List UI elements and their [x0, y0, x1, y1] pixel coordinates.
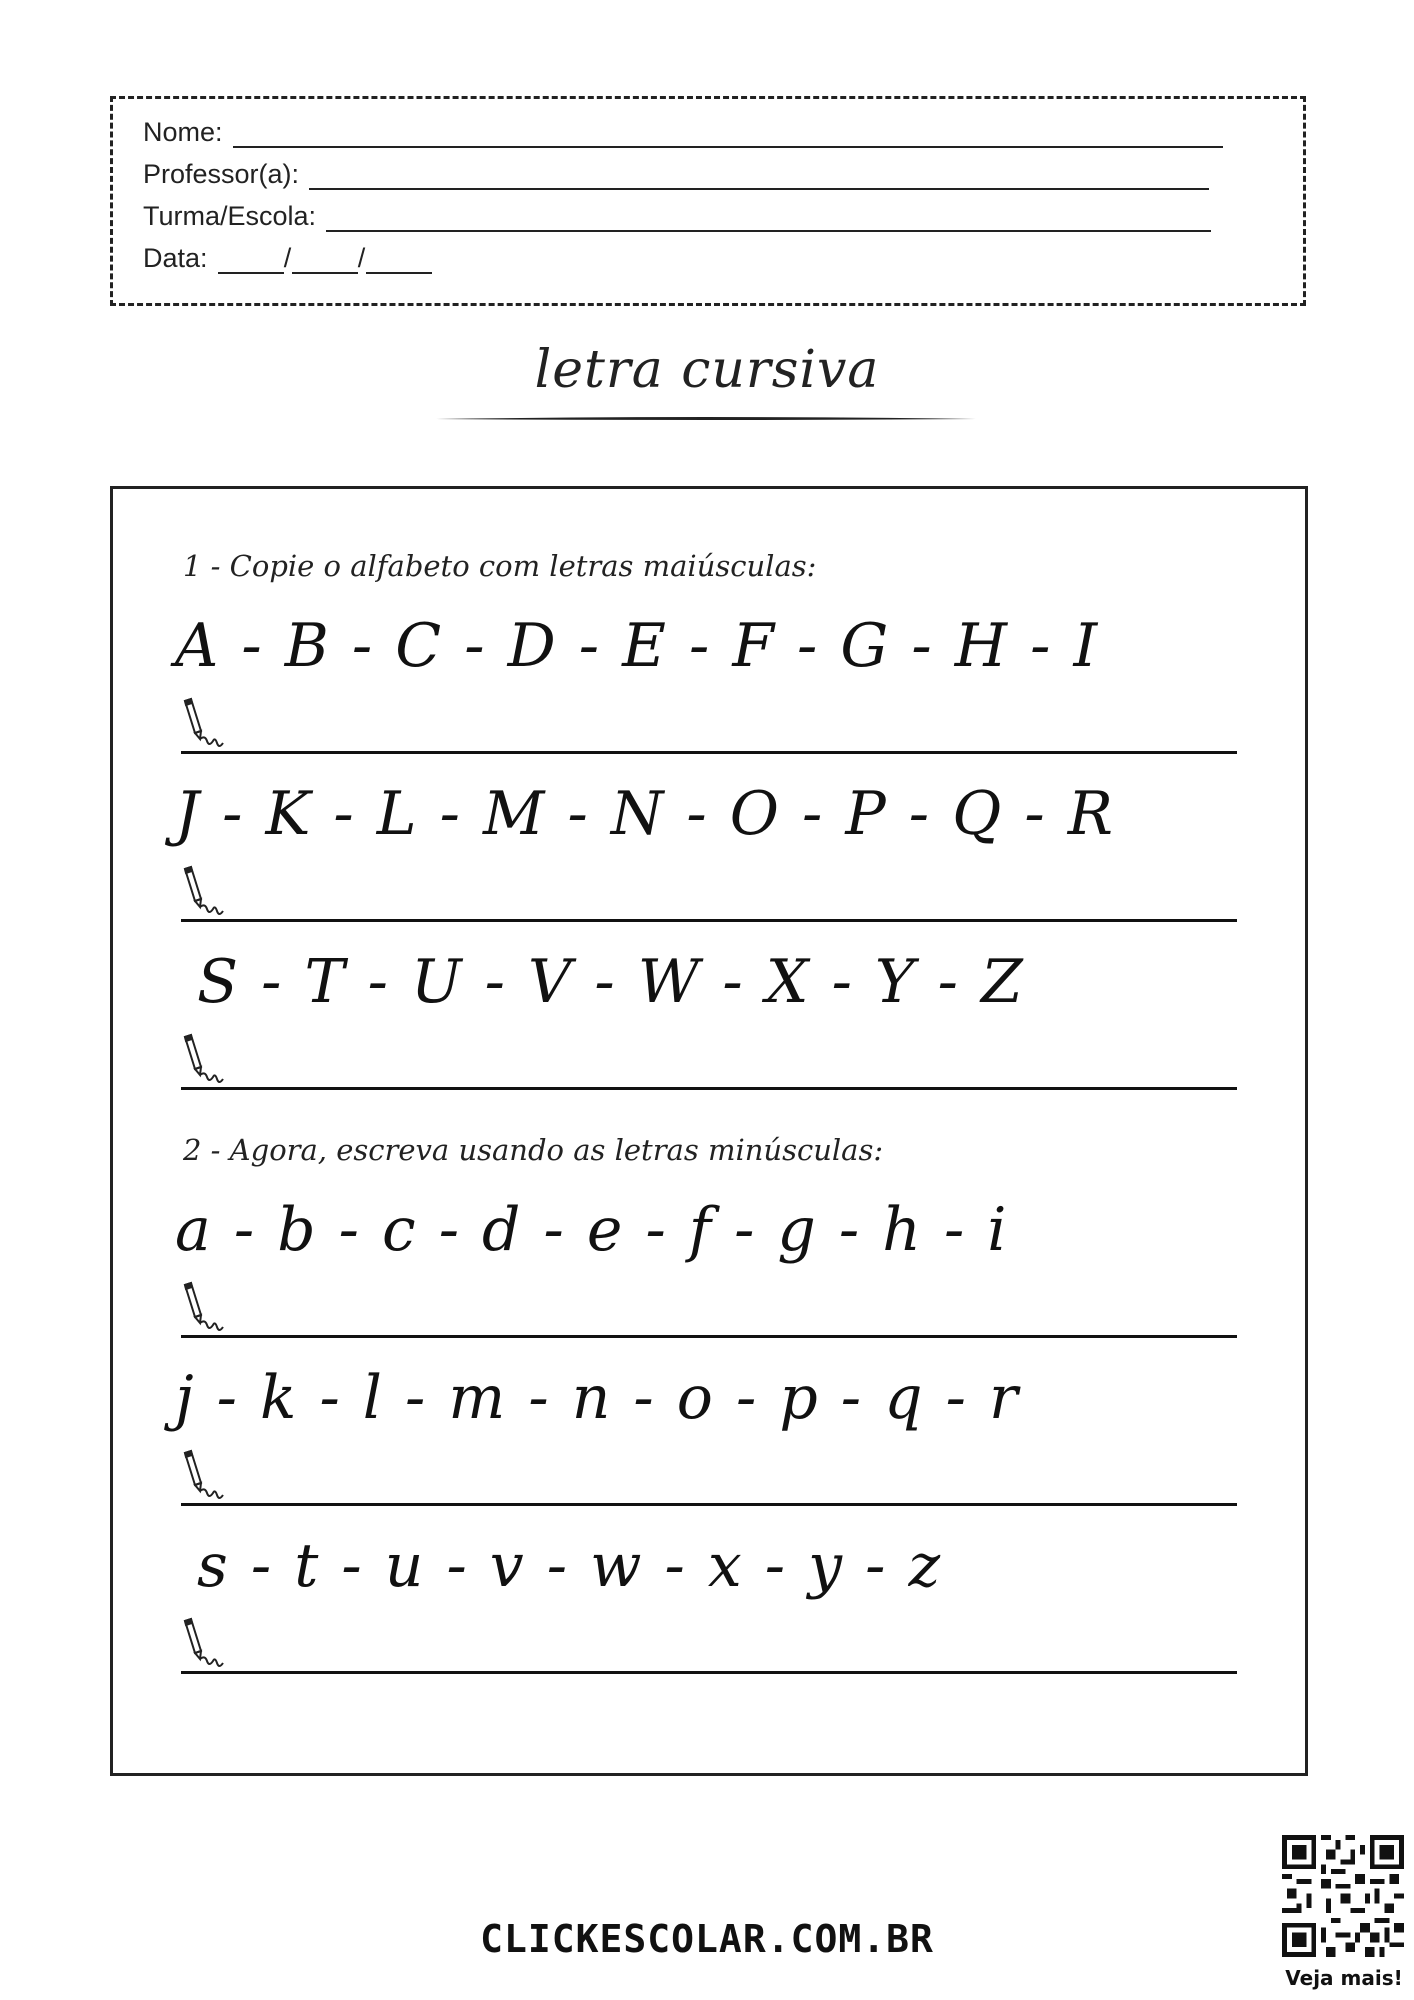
exercise-box: [110, 486, 1308, 1776]
exercise2-instruction: 2 - Agora, escreva usando as letras minúsculas:: [183, 1133, 884, 1167]
site-url[interactable]: CLICKESCOLAR.COM.BR: [480, 1917, 934, 1961]
teacher-row: [143, 159, 1209, 190]
uppercase-row-3: S - T - U - V - W - X - Y - Z: [197, 947, 1025, 1017]
student-info-box: [110, 96, 1306, 306]
writing-line-3[interactable]: [181, 1087, 1237, 1090]
date-month-field[interactable]: [292, 246, 358, 274]
date-day-field[interactable]: [218, 246, 284, 274]
exercise1-instruction: 1 - Copie o alfabeto com letras maiúsculas:: [183, 549, 817, 583]
lowercase-row-1: a - b - c - d - e - f - g - h - i: [175, 1195, 1009, 1265]
pencil-icon: [179, 1033, 227, 1095]
page-title: letra cursiva: [534, 340, 880, 400]
teacher-field[interactable]: [309, 162, 1209, 190]
class-school-field[interactable]: [326, 204, 1211, 232]
class-school-label: Turma/Escola:: [143, 201, 317, 231]
pencil-icon: [179, 1449, 227, 1511]
date-separator: /: [283, 243, 292, 273]
date-row: [143, 243, 432, 274]
name-row: [143, 117, 1223, 148]
pencil-icon: [179, 1617, 227, 1679]
name-field[interactable]: [233, 120, 1223, 148]
qr-caption: Veja mais!: [1285, 1966, 1403, 1990]
name-label: Nome:: [143, 117, 223, 147]
pencil-icon: [179, 697, 227, 759]
writing-line-6[interactable]: [181, 1671, 1237, 1674]
writing-line-2[interactable]: [181, 919, 1237, 922]
lowercase-row-3: s - t - u - v - w - x - y - z: [197, 1531, 943, 1601]
uppercase-row-1: A - B - C - D - E - F - G - H - I: [175, 611, 1100, 681]
teacher-label: Professor(a):: [143, 159, 300, 189]
writing-line-5[interactable]: [181, 1503, 1237, 1506]
date-label: Data:: [143, 243, 208, 273]
class-school-row: [143, 201, 1211, 232]
pencil-icon: [179, 1281, 227, 1343]
lowercase-row-2: j - k - l - m - n - o - p - q - r: [175, 1363, 1020, 1433]
date-separator: /: [357, 243, 366, 273]
uppercase-row-2: J - K - L - M - N - O - P - Q - R: [175, 779, 1115, 849]
pencil-icon: [179, 865, 227, 927]
title-underline: [436, 416, 976, 421]
date-year-field[interactable]: [366, 246, 432, 274]
writing-line-1[interactable]: [181, 751, 1237, 754]
writing-line-4[interactable]: [181, 1335, 1237, 1338]
qr-code-icon[interactable]: [1282, 1835, 1404, 1957]
